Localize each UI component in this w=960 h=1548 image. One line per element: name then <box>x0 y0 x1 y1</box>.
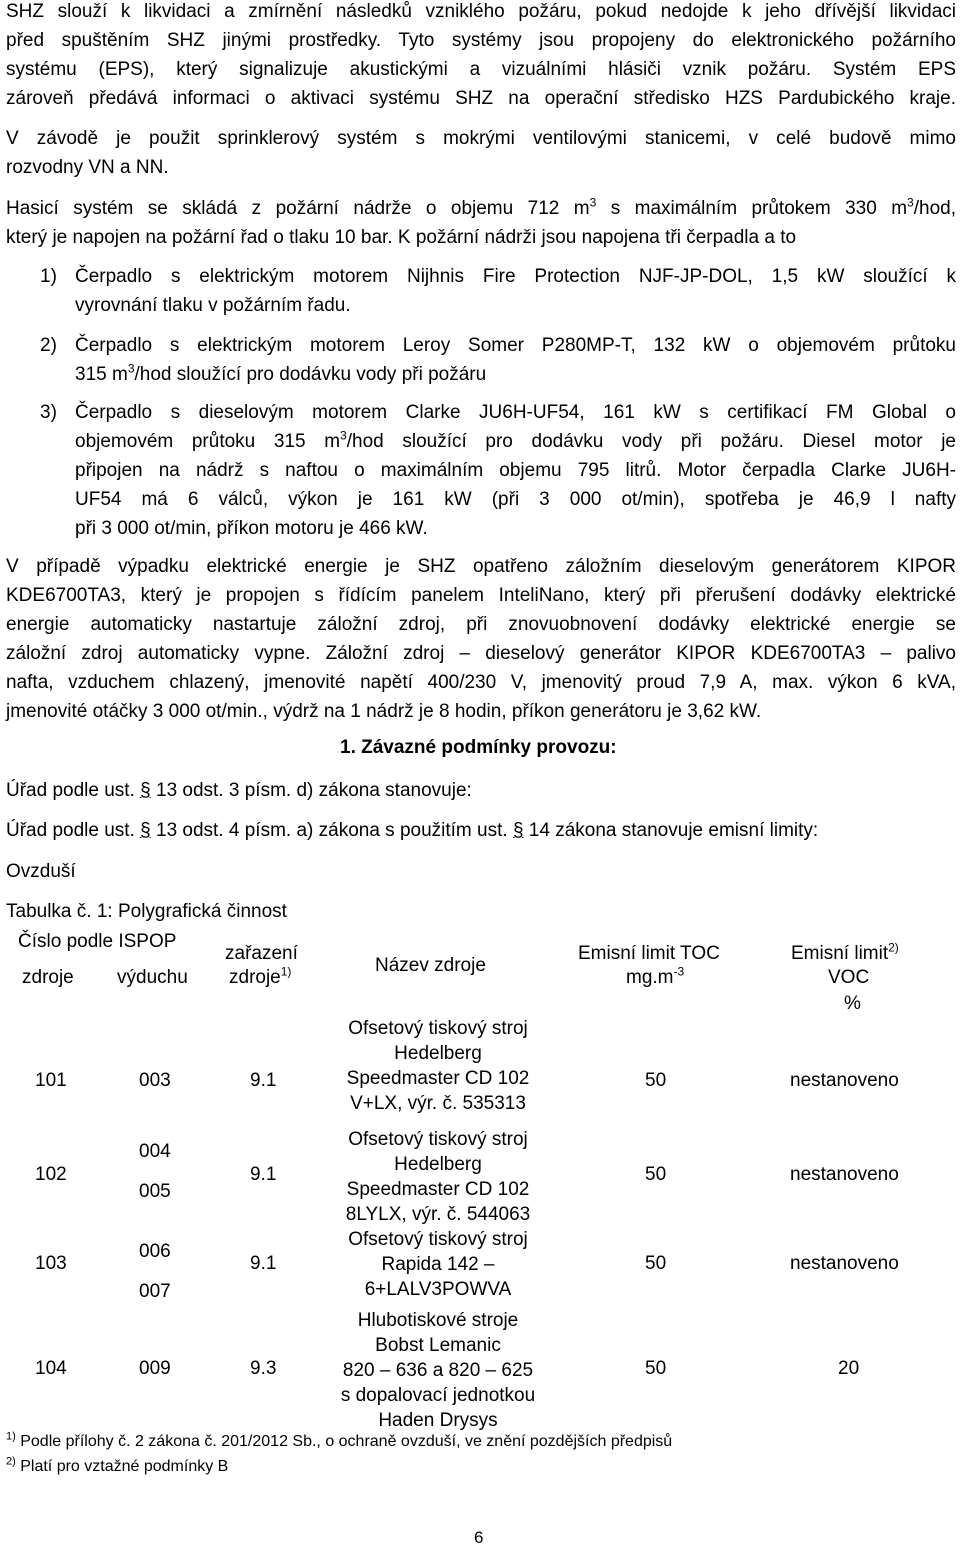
cell-nazev: Ofsetový tiskový stroj Hedelberg Speedmaster CD 102 V+LX, výr. č. 535313 <box>346 1018 530 1114</box>
text-line: systému (EPS), který signalizuje akustickými a vizuálními hlásiči vznik požáru. Systém EPS <box>6 59 956 80</box>
cell-zdroj: 103 <box>35 1253 67 1274</box>
header-toc-unit: $mg.m^{-3}$ <box>626 964 685 988</box>
cell-zdroj: 102 <box>35 1164 67 1185</box>
list-number: 3) <box>40 402 57 423</box>
text-line: energie automaticky nastartuje záložní zdroj, při znovuobnovení dodávky elektrické energie se <box>6 614 956 635</box>
footnote-1: $^{1)}$ Podle přílohy č. 2 zákona č. 201/2012 Sb., o ochraně ovzduší, ve znění pozdějších předpisů <box>6 1430 673 1450</box>
list-item-pump-1 <box>40 262 956 320</box>
text-line: Čerpadlo s elektrickým motorem Leroy Somer P280MP-T, 132 kW o objemovém průtoku <box>75 335 956 356</box>
cell-nazev: Ofsetový tiskový stroj Rapida 142 – 6+LALV3POWVA <box>348 1229 528 1300</box>
cell-zdroj: 101 <box>35 1070 67 1091</box>
cell-vyduch: 003 <box>139 1070 171 1091</box>
text-line: záložní zdroj automaticky vypne. Záložní zdroj – dieselový generátor KIPOR KDE6700TA3 – palivo <box>6 643 956 664</box>
text-line: nafta, vzduchem chlazený, jmenovité napětí 400/230 V, jmenovitý proud 7,9 A, max. výkon 6 kVA, <box>6 672 956 693</box>
cell-voc: 20 <box>838 1358 860 1379</box>
paragraph-generator <box>6 552 956 726</box>
header-zarazeni: zařazení <box>225 943 298 964</box>
cell-toc: 50 <box>645 1358 667 1379</box>
text-line: před spuštěním SHZ jinými prostředky. Tyto systémy jsou propojeny do elektronického požárního <box>6 30 956 51</box>
text-line: který je napojen na požární řad o tlaku 10 bar. K požární nádrži jsou napojena tři čerpadla a to <box>6 227 797 248</box>
text-line: zároveň předává informaci o aktivaci systému SHZ na operační středisko HZS Pardubického kraje. <box>6 88 956 109</box>
header-toc: Emisní limit TOC <box>578 943 720 964</box>
list-number: 2) <box>40 335 57 356</box>
cell-zarazeni: 9.1 <box>250 1253 277 1274</box>
text-line: objemovém průtoku 315 $m^3$/hod sloužící pro dodávku vody při požáru. Diesel motor je <box>75 428 956 452</box>
cell-toc: 50 <box>645 1164 667 1185</box>
table-caption: Tabulka č. 1: Polygrafická činnost <box>6 901 287 922</box>
text-line: KDE6700TA3, který je propojen s řídícím panelem InteliNano, který při přerušení dodávky elektrické <box>6 585 956 606</box>
footnote-2: $^{2)}$ Platí pro vztažné podmínky B <box>6 1455 229 1475</box>
cell-zarazeni: 9.1 <box>250 1070 277 1091</box>
text-line: V případě výpadku elektrické energie je SHZ opatřeno záložním dieselovým generátorem KIPOR <box>6 556 956 577</box>
cell-vyduch: 006 <box>139 1241 171 1262</box>
header-voc: Emisní limit$^{2)}$ <box>791 940 899 964</box>
cell-zdroj: 104 <box>35 1358 67 1379</box>
paragraph-shz-intro <box>6 0 956 113</box>
cell-voc: nestanoveno <box>790 1070 899 1091</box>
list-item-pump-3 <box>40 398 956 543</box>
page-number: 6 <box>474 1528 484 1547</box>
header-voc-2: VOC <box>828 967 870 988</box>
cell-zarazeni: 9.3 <box>250 1358 277 1379</box>
header-zarazeni-zdroje: zdroje$^{1)}$ <box>229 964 292 988</box>
text-line: jmenovité otáčky 3 000 ot/min., výdrž na 1 nádrž je 8 hodin, příkon generátoru je 3,62 kW. <box>6 701 762 722</box>
list-number: 1) <box>40 266 57 287</box>
cell-nazev: Hlubotiskové stroje Bobst Lemanic 820 – 636 a 820 – 625 s dopalovací jednotkou Haden Drysys <box>340 1310 536 1431</box>
cell-vyduch: 007 <box>139 1281 171 1302</box>
paragraph-sprinkler <box>6 124 956 182</box>
office-line-1: Úřad podle ust. § 13 odst. 3 písm. d) zákona stanovuje: <box>6 780 472 801</box>
text-line: Hasicí systém se skládá z požární nádrže o objemu 712 $m^3$ s maximálním průtokem 330 $m^3$/hod, <box>6 195 956 219</box>
text-line: připojen na nádrž s naftou o maximálním objemu 795 litrů. Motor čerpadla Clarke JU6H- <box>75 460 956 481</box>
cell-voc: nestanoveno <box>790 1253 899 1274</box>
text-line: V závodě je použit sprinklerový systém s mokrými ventilovými stanicemi, v celé budově mimo <box>6 128 956 149</box>
cell-zarazeni: 9.1 <box>250 1164 277 1185</box>
text-line: 315 $m^3$/hod sloužící pro dodávku vody při požáru <box>75 361 487 385</box>
paragraph-hasici-system <box>6 194 956 252</box>
cell-toc: 50 <box>645 1070 667 1091</box>
text-line: Čerpadlo s dieselovým motorem Clarke JU6H-UF54, 161 kW s certifikací FM Global o <box>75 402 956 423</box>
section-heading: 1. Závazné podmínky provozu: <box>340 737 617 758</box>
header-voc-unit: % <box>844 993 861 1014</box>
header-nazev: Název zdroje <box>375 955 486 976</box>
text-line: UF54 má 6 válců, výkon je 161 kW (při 3 000 ot/min), spotřeba je 46,9 l nafty <box>75 489 956 510</box>
text-line: SHZ slouží k likvidaci a zmírnění následků vzniklého požáru, pokud nedojde k jeho dřívější likvidaci <box>6 1 956 22</box>
cell-vyduch: 009 <box>139 1358 171 1379</box>
text-line: vyrovnání tlaku v požárním řadu. <box>75 295 351 316</box>
cell-nazev: Ofsetový tiskový stroj Hedelberg Speedmaster CD 102 8LYLX, výr. č. 544063 <box>345 1129 531 1225</box>
section-label-ovzdusi: Ovzduší <box>6 861 76 882</box>
text-line: rozvodny VN a NN. <box>6 157 169 178</box>
header-zdroje: zdroje <box>22 967 74 988</box>
header-ispop: Číslo podle ISPOP <box>18 931 177 952</box>
cell-vyduch: 005 <box>139 1181 171 1202</box>
cell-toc: 50 <box>645 1253 667 1274</box>
text-line: při 3 000 ot/min, příkon motoru je 466 kW. <box>75 518 428 539</box>
cell-voc: nestanoveno <box>790 1164 899 1185</box>
header-vyduchu: výduchu <box>117 967 188 988</box>
list-item-pump-2 <box>40 331 956 389</box>
office-line-2: Úřad podle ust. § 13 odst. 4 písm. a) zákona s použitím ust. § 14 zákona stanovuje emisní limity: <box>6 820 819 841</box>
text-line: Čerpadlo s elektrickým motorem Nijhnis Fire Protection NJF-JP-DOL, 1,5 kW sloužící k <box>75 266 956 287</box>
cell-vyduch: 004 <box>139 1141 171 1162</box>
